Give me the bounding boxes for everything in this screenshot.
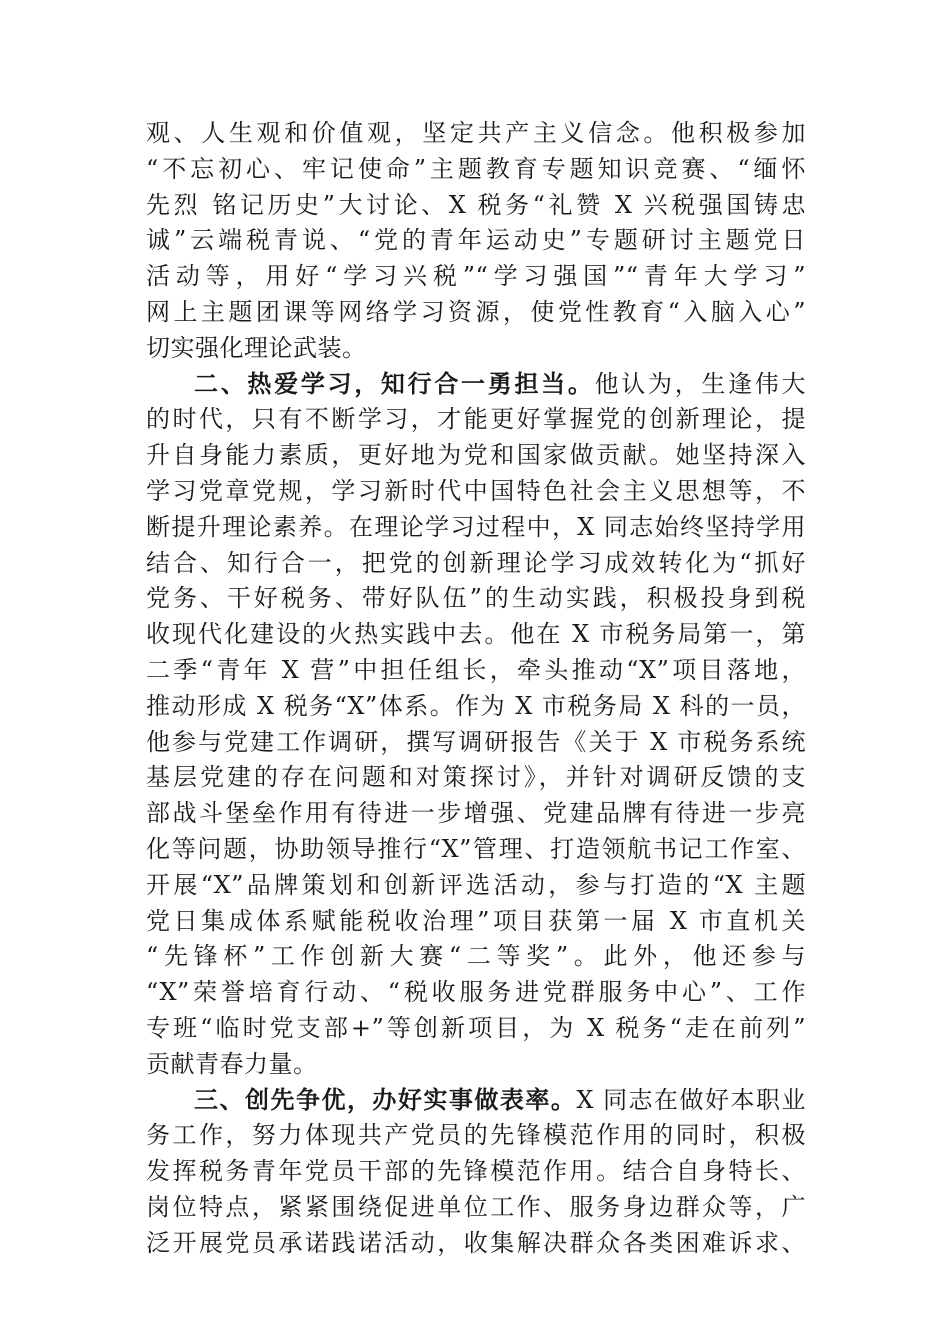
text-line: 切实强化理论武装。 bbox=[146, 333, 367, 362]
text-line: 观、人生观和价值观，坚定共产主义信念。他积极参加 bbox=[146, 119, 806, 147]
text-line: “X”荣誉培育行动、“税收服务进党群服务中心”、工作 bbox=[146, 978, 806, 1007]
text-line: 岗位特点，紧紧围绕促进单位工作、服务身边群众等，广 bbox=[146, 1192, 806, 1221]
section-2-first-line-text: 他认为，生逢伟大 bbox=[594, 369, 807, 398]
text-line: “不忘初心、牢记使命”主题教育专题知识竞赛、“缅怀 bbox=[146, 154, 806, 183]
text-line: 务工作，努力体现共产党员的先锋模范作用的同时，积极 bbox=[146, 1121, 806, 1150]
text-line: 活动等，用好“学习兴税”“学习强国”“青年大学习” bbox=[146, 262, 806, 291]
section-3-first-line bbox=[146, 1083, 806, 1119]
text-line: 二季“青年 X 营”中担任组长，牵头推动“X”项目落地， bbox=[146, 655, 806, 684]
text-line: 基层党建的存在问题和对策探讨》，并针对调研反馈的支 bbox=[146, 763, 806, 792]
text-line: 的时代，只有不断学习，才能更好掌握党的创新理论，提 bbox=[146, 405, 806, 434]
text-line: 泛开展党员承诺践诺活动，收集解决群众各类困难诉求、 bbox=[146, 1228, 806, 1257]
text-line: 断提升理论素养。在理论学习过程中，X 同志始终坚持学用 bbox=[146, 512, 806, 541]
document-body bbox=[146, 116, 806, 1262]
text-line: 推动形成 X 税务“X”体系。作为 X 市税务局 X 科的一员， bbox=[146, 691, 806, 720]
text-line: 专班“临时党支部+”等创新项目，为 X 税务“走在前列” bbox=[146, 1013, 806, 1042]
text-line: 他参与党建工作调研，撰写调研报告《关于 X 市税务系统 bbox=[146, 727, 806, 756]
section-3-first-line-text: X 同志在做好本职业 bbox=[576, 1085, 806, 1114]
text-line: 学习党章党规，学习新时代中国特色社会主义思想等，不 bbox=[146, 476, 806, 505]
text-line: 升自身能力素质，更好地为党和国家做贡献。她坚持深入 bbox=[146, 441, 806, 470]
section-3-heading: 三、创先争优，办好实事做表率。 bbox=[194, 1085, 577, 1114]
text-line: 发挥税务青年党员干部的先锋模范作用。结合自身特长、 bbox=[146, 1157, 806, 1186]
text-line: “先锋杯”工作创新大赛“二等奖”。此外，他还参与 bbox=[146, 942, 806, 971]
text-line: 先烈 铭记历史”大讨论、X 税务“礼赞 X 兴税强国铸忠 bbox=[146, 190, 806, 219]
text-line: 诚”云端税青说、“党的青年运动史”专题研讨主题党日 bbox=[146, 226, 806, 255]
text-line: 收现代化建设的火热实践中去。他在 X 市税务局第一，第 bbox=[146, 620, 806, 649]
text-line: 化等问题，协助领导推行“X”管理、打造领航书记工作室、 bbox=[146, 834, 806, 863]
text-line: 党务、干好税务、带好队伍”的生动实践，积极投身到税 bbox=[146, 584, 806, 613]
text-line: 部战斗堡垒作用有待进一步增强、党建品牌有待进一步亮 bbox=[146, 799, 806, 828]
text-line: 结合、知行合一，把党的创新理论学习成效转化为“抓好 bbox=[146, 548, 806, 577]
text-line: 网上主题团课等网络学习资源，使党性教育“入脑入心” bbox=[146, 297, 806, 326]
text-line: 开展“X”品牌策划和创新评选活动，参与打造的“X 主题 bbox=[146, 870, 806, 899]
section-2-first-line bbox=[146, 367, 806, 403]
text-line: 贡献青春力量。 bbox=[146, 1049, 318, 1078]
text-line: 党日集成体系赋能税收治理”项目获第一届 X 市直机关 bbox=[146, 906, 806, 935]
section-2-heading: 二、热爱学习，知行合一勇担当。 bbox=[194, 369, 595, 398]
